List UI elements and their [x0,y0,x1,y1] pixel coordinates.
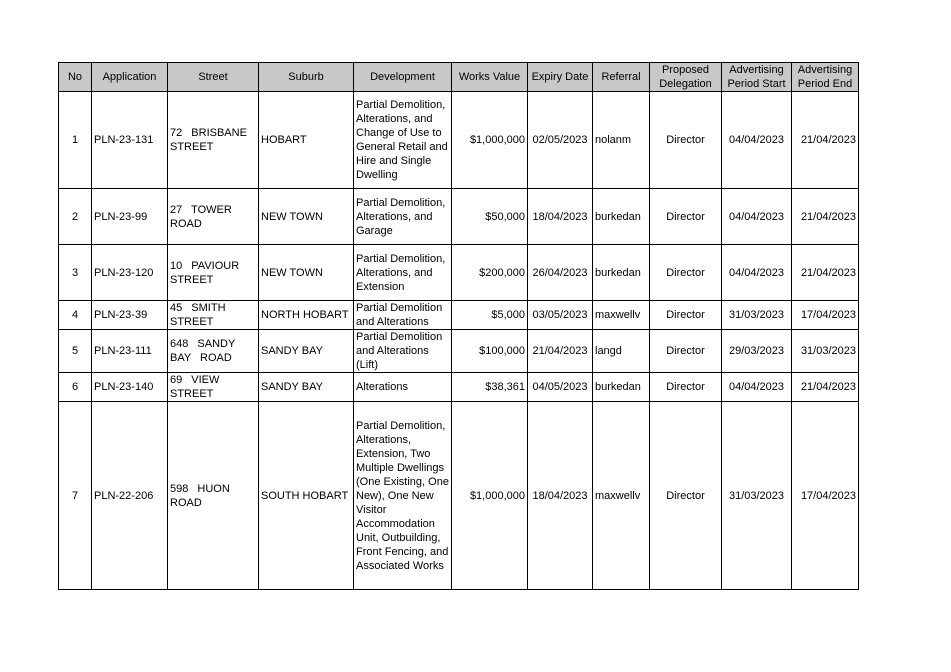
cell-application: PLN-23-39 [92,301,168,330]
cell-development: Partial Demolition, Alterations, and Garage [354,189,452,245]
cell-development: Partial Demolition, Alterations, Extension, Two Multiple Dwellings (One Existing, One New), One New Visitor Accommodation Unit, Outbuilding, Front Fencing, and Associated Works [354,402,452,590]
cell-referral: langd [593,330,650,373]
cell-works-value: $38,361 [452,373,528,402]
cell-delegation: Director [650,373,722,402]
cell-suburb: NEW TOWN [259,245,354,301]
cell-delegation: Director [650,301,722,330]
header-expiry-date: Expiry Date [528,63,593,92]
cell-referral: nolanm [593,92,650,189]
cell-adv-start: 04/04/2023 [722,189,792,245]
cell-referral: maxwellv [593,402,650,590]
cell-referral: burkedan [593,373,650,402]
cell-application: PLN-22-206 [92,402,168,590]
header-works-value: Works Value [452,63,528,92]
cell-no: 3 [59,245,92,301]
cell-no: 4 [59,301,92,330]
cell-street: 45 SMITH STREET [168,301,259,330]
cell-delegation: Director [650,330,722,373]
header-advertising-end: Advertising Period End [792,63,859,92]
cell-development: Alterations [354,373,452,402]
cell-adv-start: 04/04/2023 [722,245,792,301]
table-row [59,330,859,373]
cell-no: 2 [59,189,92,245]
header-referral: Referral [593,63,650,92]
cell-adv-start: 04/04/2023 [722,373,792,402]
cell-expiry-date: 26/04/2023 [528,245,593,301]
header-row [59,63,859,92]
cell-street: 72 BRISBANE STREET [168,92,259,189]
cell-adv-end: 31/03/2023 [792,330,859,373]
cell-suburb: SANDY BAY [259,373,354,402]
cell-street: 10 PAVIOUR STREET [168,245,259,301]
cell-street: 648 SANDY BAY ROAD [168,330,259,373]
cell-works-value: $5,000 [452,301,528,330]
cell-development: Partial Demolition, Alterations, and Change of Use to General Retail and Hire and Single Dwelling [354,92,452,189]
header-advertising-start: Advertising Period Start [722,63,792,92]
cell-suburb: NORTH HOBART [259,301,354,330]
cell-application: PLN-23-140 [92,373,168,402]
header-proposed-delegation: Proposed Delegation [650,63,722,92]
cell-works-value: $1,000,000 [452,92,528,189]
cell-works-value: $1,000,000 [452,402,528,590]
cell-adv-start: 29/03/2023 [722,330,792,373]
cell-no: 1 [59,92,92,189]
cell-expiry-date: 02/05/2023 [528,92,593,189]
cell-development: Partial Demolition and Alterations (Lift) [354,330,452,373]
cell-suburb: SOUTH HOBART [259,402,354,590]
cell-application: PLN-23-111 [92,330,168,373]
cell-street: 69 VIEW STREET [168,373,259,402]
cell-referral: burkedan [593,189,650,245]
cell-adv-end: 21/04/2023 [792,245,859,301]
cell-adv-end: 17/04/2023 [792,402,859,590]
cell-adv-start: 04/04/2023 [722,92,792,189]
cell-street: 598 HUON ROAD [168,402,259,590]
cell-suburb: SANDY BAY [259,330,354,373]
table-row [59,92,859,189]
table-row [59,301,859,330]
table-row [59,373,859,402]
cell-application: PLN-23-131 [92,92,168,189]
cell-works-value: $50,000 [452,189,528,245]
cell-expiry-date: 18/04/2023 [528,189,593,245]
cell-application: PLN-23-120 [92,245,168,301]
cell-expiry-date: 21/04/2023 [528,330,593,373]
cell-application: PLN-23-99 [92,189,168,245]
header-suburb: Suburb [259,63,354,92]
cell-adv-end: 17/04/2023 [792,301,859,330]
cell-development: Partial Demolition and Alterations [354,301,452,330]
cell-expiry-date: 04/05/2023 [528,373,593,402]
cell-delegation: Director [650,92,722,189]
header-no: No [59,63,92,92]
table-row [59,245,859,301]
cell-suburb: HOBART [259,92,354,189]
cell-street: 27 TOWER ROAD [168,189,259,245]
cell-adv-end: 21/04/2023 [792,189,859,245]
cell-expiry-date: 03/05/2023 [528,301,593,330]
cell-no: 5 [59,330,92,373]
cell-adv-start: 31/03/2023 [722,301,792,330]
cell-no: 7 [59,402,92,590]
cell-works-value: $100,000 [452,330,528,373]
cell-adv-end: 21/04/2023 [792,92,859,189]
cell-development: Partial Demolition, Alterations, and Extension [354,245,452,301]
cell-delegation: Director [650,245,722,301]
cell-suburb: NEW TOWN [259,189,354,245]
cell-adv-end: 21/04/2023 [792,373,859,402]
applications-table [58,62,859,590]
cell-adv-start: 31/03/2023 [722,402,792,590]
cell-referral: maxwellv [593,301,650,330]
cell-no: 6 [59,373,92,402]
cell-delegation: Director [650,402,722,590]
cell-expiry-date: 18/04/2023 [528,402,593,590]
table-row [59,402,859,590]
table-row [59,189,859,245]
header-development: Development [354,63,452,92]
cell-works-value: $200,000 [452,245,528,301]
cell-referral: burkedan [593,245,650,301]
header-application: Application [92,63,168,92]
cell-delegation: Director [650,189,722,245]
header-street: Street [168,63,259,92]
